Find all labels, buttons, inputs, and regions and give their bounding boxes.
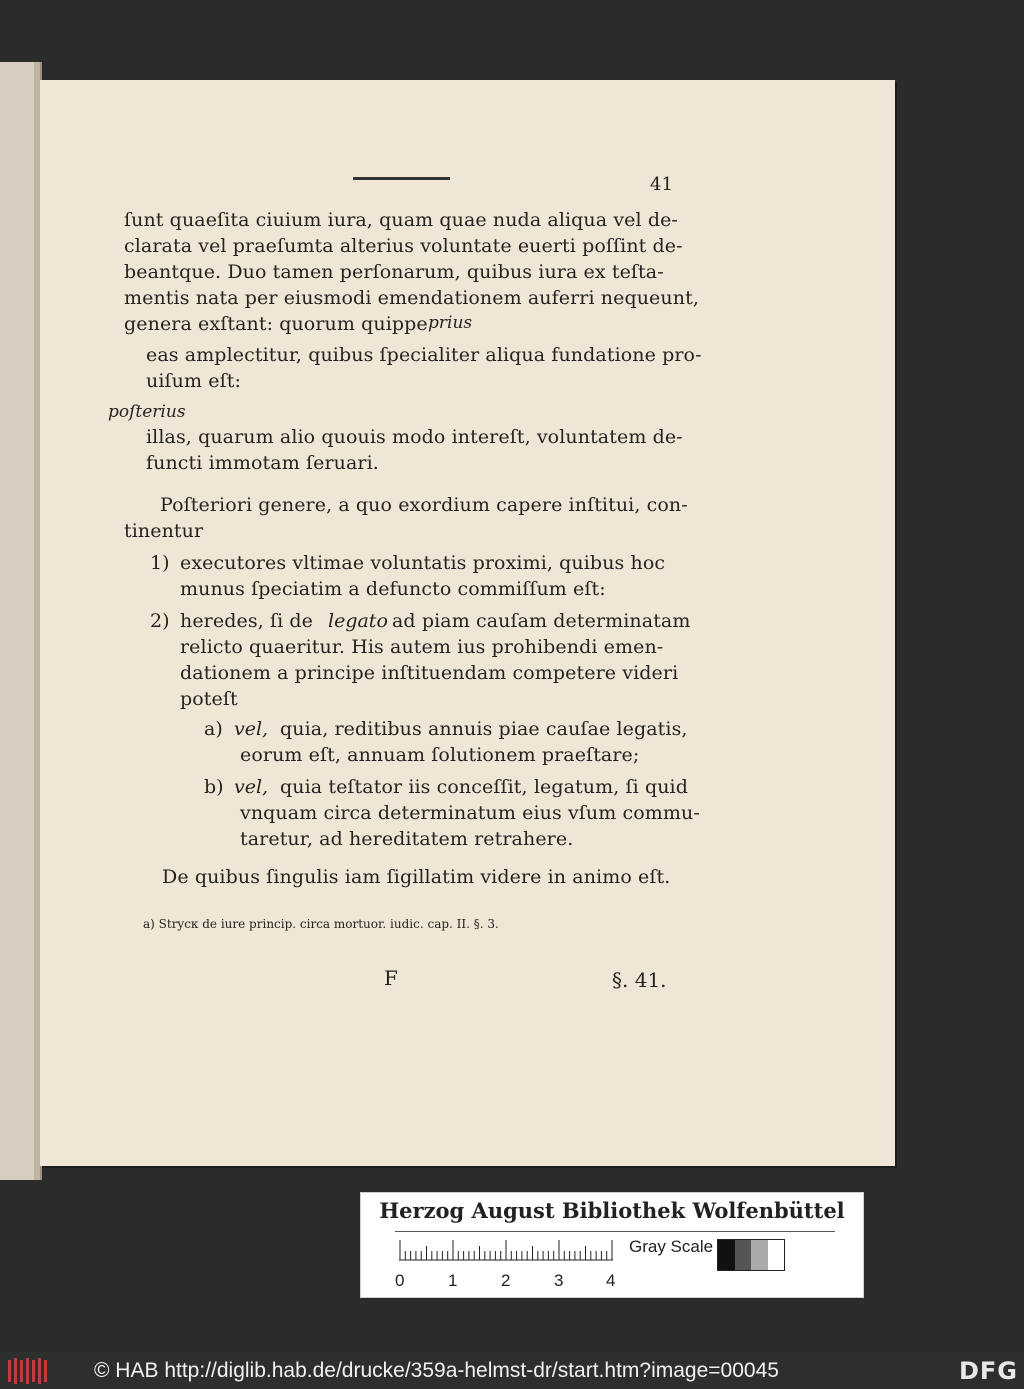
- text-line: beantque. Duo tamen perſonarum, quibus iura ex teſta-: [124, 261, 664, 283]
- text-line: vnquam circa determinatum eius vſum commu-: [240, 802, 700, 824]
- text-line: taretur, ad hereditatem retrahere.: [240, 828, 574, 850]
- text-line: Poſteriori genere, a quo exordium capere inſtitui, con-: [160, 494, 688, 516]
- signature-mark: F: [384, 966, 398, 990]
- closing-line: De quibus ſingulis iam ſigillatim videre in animo eſt.: [162, 866, 671, 888]
- text-line: tinentur: [124, 520, 204, 542]
- catchword: §. 41.: [612, 968, 667, 992]
- text-line: eorum eſt, annuam ſolutionem praeſtare;: [240, 744, 640, 766]
- legato-word: legato: [328, 610, 388, 632]
- scale-number: 0: [395, 1271, 405, 1290]
- scale-number: 4: [606, 1271, 616, 1290]
- scale-number: 1: [448, 1271, 458, 1290]
- text-line: quia, reditibus annuis piae cauſae legatis,: [280, 718, 688, 740]
- dfg-logo: DFG: [958, 1357, 1018, 1385]
- text-line: dationem a principe inſtituendam competere videri: [180, 662, 679, 684]
- measurement-ruler: [399, 1239, 613, 1261]
- text-line: functi immotam ſeruari.: [146, 452, 379, 474]
- text-line: uiſum eſt:: [146, 370, 241, 392]
- list-number: 2): [150, 610, 170, 632]
- text-line: ad piam cauſam determinatam: [392, 610, 691, 632]
- text-line: clarata vel praeſumta alterius voluntate euerti poſſint de-: [124, 235, 683, 257]
- text-line: executores vltimae voluntatis proximi, quibus hoc: [180, 552, 666, 574]
- sub-label: b): [204, 776, 224, 798]
- footnote: a) Strycк de iure princip. circa mortuor. iudic. cap. II. §. 3.: [143, 917, 499, 931]
- text-line: relicto quaeritur. His autem ius prohibendi emen-: [180, 636, 664, 658]
- text-line: munus ſpeciatim a defuncto commiſſum eſt:: [180, 578, 606, 600]
- scale-number: 2: [501, 1271, 511, 1290]
- text-line: eas amplectitur, quibus ſpecialiter aliqua fundatione pro-: [146, 344, 702, 366]
- text-line: illas, quarum alio quouis modo intereſt, voluntatem de-: [146, 426, 683, 448]
- color-scale-card: [360, 1192, 864, 1298]
- text-line: ſunt quaeſita ciuium iura, quam quae nuda aliqua vel de-: [124, 209, 678, 231]
- footer-bar: [0, 1352, 1024, 1389]
- header-rule: [353, 177, 450, 180]
- vel-word: vel,: [234, 718, 269, 740]
- scale-number: 3: [554, 1271, 564, 1290]
- previous-page-edge: [0, 62, 42, 1180]
- posterius-word: poſterius: [108, 402, 186, 422]
- text-line: mentis nata per eiusmodi emendationem auferri nequeunt,: [124, 287, 699, 309]
- list-number: 1): [150, 552, 170, 574]
- prius-word: prius: [428, 313, 473, 333]
- hab-logo-icon: [6, 1356, 48, 1386]
- sub-label: a): [204, 718, 223, 740]
- library-title: Herzog August Bibliothek Wolfenbüttel: [379, 1198, 845, 1223]
- vel-word: vel,: [234, 776, 269, 798]
- text-line: heredes, ſi de: [180, 610, 313, 632]
- text-line: genera exſtant: quorum quippe: [124, 313, 428, 335]
- gray-scale-label: Gray Scale: [629, 1237, 714, 1256]
- text-line: quia teſtator iis conceſſit, legatum, ſi quid: [280, 776, 688, 798]
- gray-scale-swatch: [717, 1239, 785, 1271]
- text-line: poteſt: [180, 688, 238, 710]
- card-divider: [395, 1231, 835, 1232]
- copyright-link[interactable]: © HAB http://diglib.hab.de/drucke/359a-helmst-dr/start.htm?image=00045: [94, 1359, 779, 1382]
- page-number: 41: [650, 174, 673, 195]
